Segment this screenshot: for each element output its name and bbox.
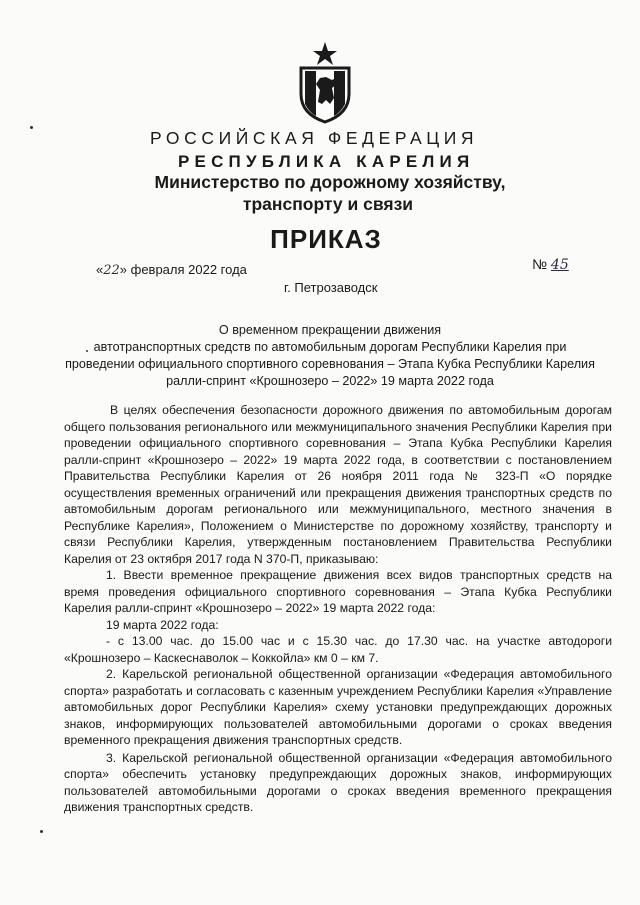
date-month-year: » февраля 2022 года — [119, 262, 247, 277]
order-body — [64, 402, 612, 816]
ministry-heading-line1: Министерство по дорожному хозяйству, — [154, 172, 506, 192]
scan-speck — [30, 126, 33, 129]
subject-line: О временном прекращении движения — [218, 323, 442, 337]
subject-line: ралли-спринт «Крошнозеро – 2022» 19 марта 2022 года — [166, 374, 494, 388]
country-heading: РОССИЙСКАЯ ФЕДЕРАЦИЯ — [150, 128, 479, 148]
scan-speck — [40, 830, 43, 833]
karelia-coat-of-arms-icon — [296, 42, 354, 124]
number-label: № — [532, 256, 548, 272]
number-value-handwritten: 45 — [550, 257, 569, 273]
preamble-paragraph: В целях обеспечения безопасности дорожного движения по автомобильным дорогам общего пользования регионального или межмуниципального значения Республики Карелия при проведении официального спортивного соревнования – Этапа Кубка Республики Карелия ралли-спринт «Крошнозеро – 2022» 19 марта 2022 года, в соответствии с постановлением Правительства Республики Карелия от 26 ноября 2011 года № 323-П «О порядке осуществления временных ограничений или прекращения движения транспортных средств по автомобильным дорогам регионального или межмуниципального, местного значения в Республике Карелия», Положением о Министерстве по дорожному хозяйству, транспорту и связи Республики Карелия, утвержденным постановлением Правительства Республики Карелия от 23 октября 2017 года N 370-П, приказываю: — [64, 403, 612, 566]
item-1-detail: - с 13.00 час. до 15.00 час и с 15.30 час. до 17.30 час. на участке автодороги «Крошнозеро – Каскеснаволок – Коккойла» км 0 – км 7. — [64, 634, 612, 665]
order-date — [96, 262, 247, 278]
item-2-paragraph: 2. Карельской региональной общественной организации «Федерация автомобильного спорта» разработать и согласовать с казенным учреждением Республики Карелия «Управление автомобильных дорог Республики Карелия» схему установки предупреждающих дорожных знаков, информирующих пользователей автомобильными дорогами о сроках введения временного прекращения движения транспортных средств. — [64, 667, 612, 747]
subject-line: автотранспортных средств по автомобильным дорогам Республики Карелия при — [93, 340, 567, 354]
date-day-handwritten: 22 — [103, 263, 120, 278]
item-1-paragraph: 1. Ввести временное прекращение движения всех видов транспортных средств на время проведения официального спортивного соревнования – Этапа Кубка Республики Карелия ралли-спринт «Крошнозеро – 2022» 19 марта 2022 года: — [64, 568, 612, 615]
item-3-paragraph: 3. Карельской региональной общественной организации «Федерация автомобильного спорта» обеспечить установку предупреждающих дорожных знаков, информирующих пользователей автомобильными дорогами о сроках введения временного прекращения движения транспортных средств. — [64, 750, 612, 814]
order-number — [532, 256, 569, 273]
item-1-date: 19 марта 2022 года: — [106, 617, 219, 632]
city: г. Петрозаводск — [284, 280, 378, 295]
republic-heading: РЕСПУБЛИКА КАРЕЛИЯ — [178, 152, 475, 171]
date-quote-open: « — [96, 262, 104, 277]
order-subject — [60, 322, 600, 390]
ministry-heading-line2: транспорту и связи — [242, 194, 414, 214]
document-type-title: ПРИКАЗ — [270, 224, 382, 254]
scan-speck — [86, 350, 88, 352]
subject-line: проведении официального спортивного соревнования – Этапа Кубка Республики Карелия — [65, 357, 595, 371]
